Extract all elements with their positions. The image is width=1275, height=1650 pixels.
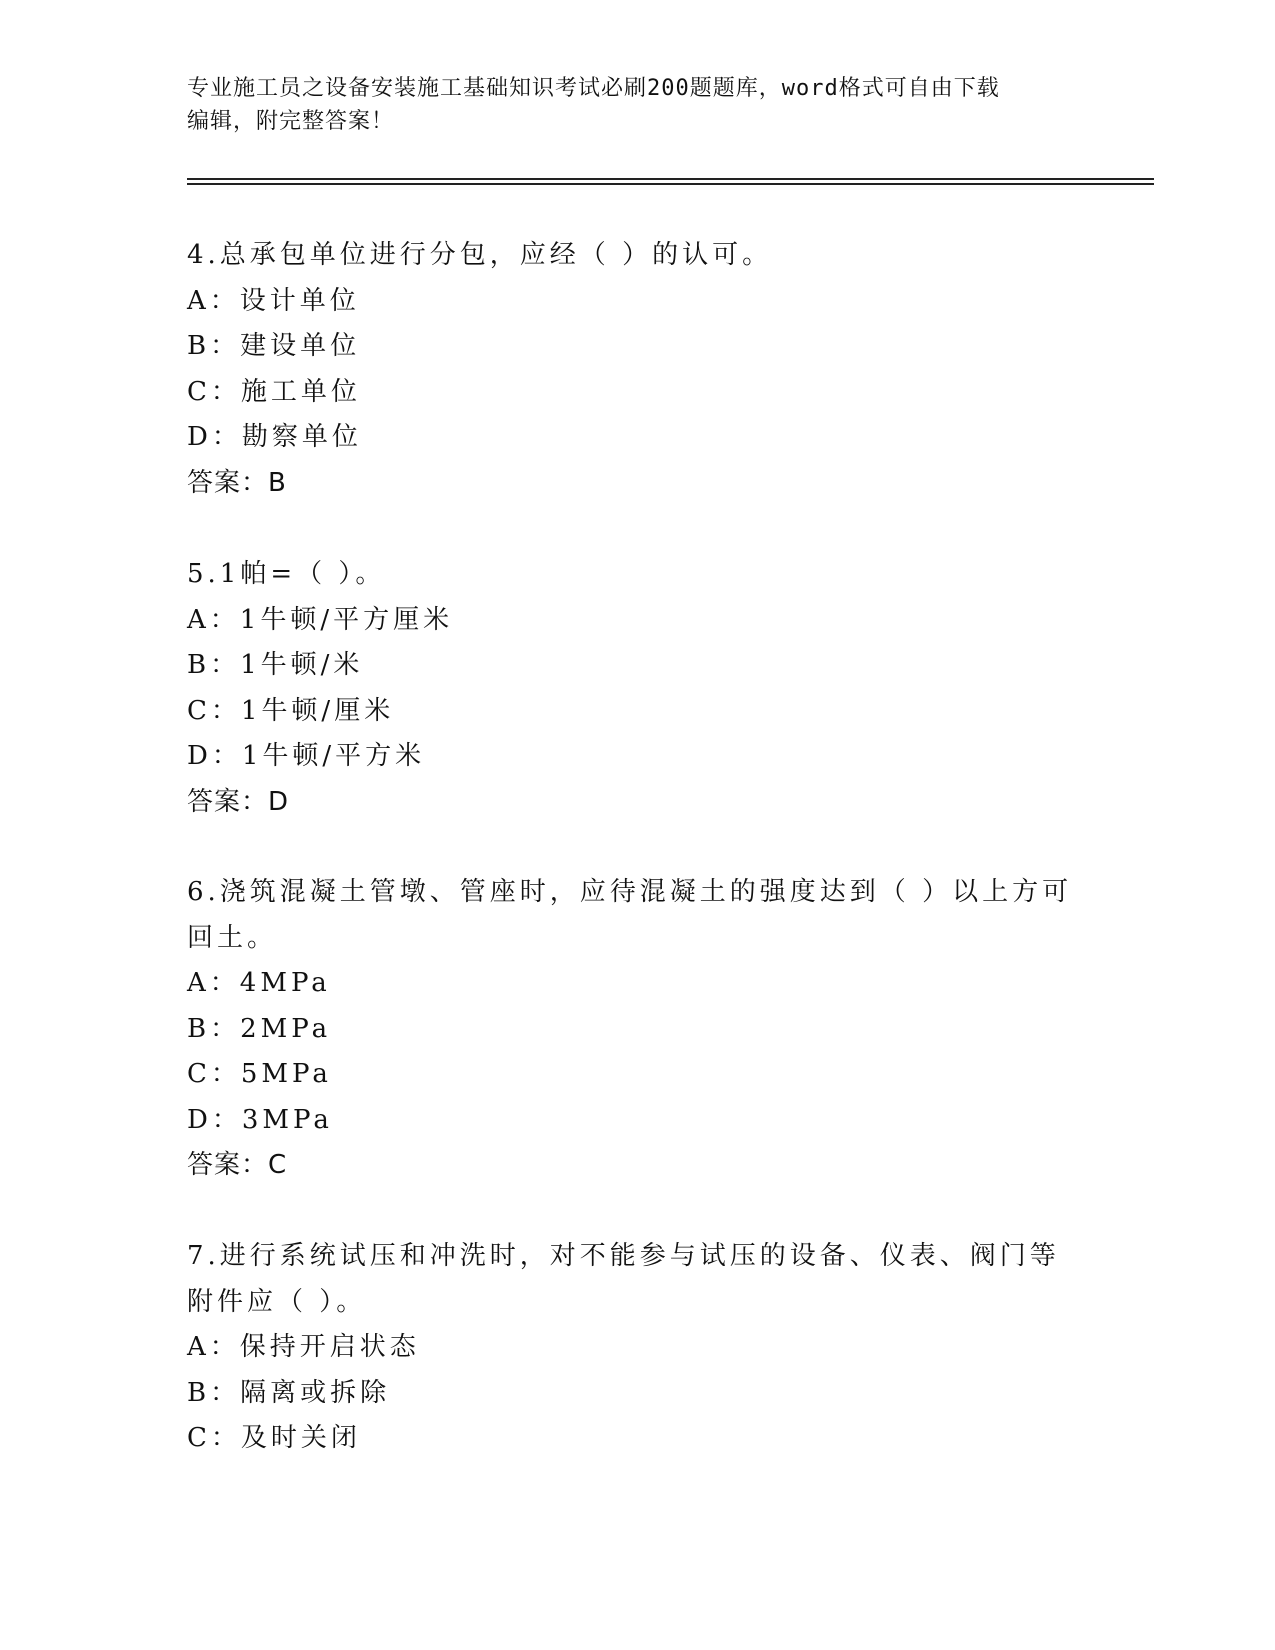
option-d: D：3MPa bbox=[187, 1104, 333, 1135]
question-stem: 7.进行系统试压和冲洗时，对不能参与试压的设备、仪表、阀门等附件应（ ）。 bbox=[187, 1241, 1060, 1317]
header-line-1: 专业施工员之设备安装施工基础知识考试必刷200题题库，word格式可自由下载 bbox=[187, 76, 1000, 101]
answer-label: 答案：B bbox=[187, 467, 287, 498]
option-c: C：5MPa bbox=[187, 1059, 332, 1089]
question-5 bbox=[187, 552, 1087, 825]
option-c: C：及时关闭 bbox=[187, 1423, 361, 1453]
answer-label: 答案：D bbox=[187, 786, 290, 817]
question-7 bbox=[187, 1234, 1087, 1462]
option-d: D：1牛顿/平方米 bbox=[187, 741, 426, 771]
option-b: B：建设单位 bbox=[187, 331, 361, 361]
header-divider-top bbox=[187, 178, 1154, 180]
header-line-2: 编辑，附完整答案！ bbox=[187, 109, 395, 134]
header-divider-bottom bbox=[187, 183, 1154, 185]
document-header bbox=[187, 72, 1087, 138]
answer-label: 答案：C bbox=[187, 1150, 288, 1180]
option-a: A：1牛顿/平方厘米 bbox=[187, 604, 454, 635]
question-stem: 6.浇筑混凝土管墩、管座时，应待混凝土的强度达到（ ）以上方可回土。 bbox=[187, 877, 1073, 953]
option-d: D：勘察单位 bbox=[187, 422, 362, 452]
option-b: B：2MPa bbox=[187, 1013, 332, 1044]
option-c: C：1牛顿/厘米 bbox=[187, 695, 395, 726]
option-b: B：隔离或拆除 bbox=[187, 1377, 391, 1408]
option-c: C：施工单位 bbox=[187, 376, 361, 407]
option-a: A：4MPa bbox=[187, 968, 331, 998]
question-6 bbox=[187, 870, 1087, 1189]
option-b: B：1牛顿/米 bbox=[187, 650, 364, 680]
option-a: A：设计单位 bbox=[187, 285, 360, 316]
question-4 bbox=[187, 233, 1087, 506]
question-stem: 4.总承包单位进行分包，应经（ ）的认可。 bbox=[187, 240, 773, 270]
option-a: A：保持开启状态 bbox=[187, 1332, 420, 1362]
question-stem: 5.1帕=（ ）。 bbox=[187, 559, 386, 589]
